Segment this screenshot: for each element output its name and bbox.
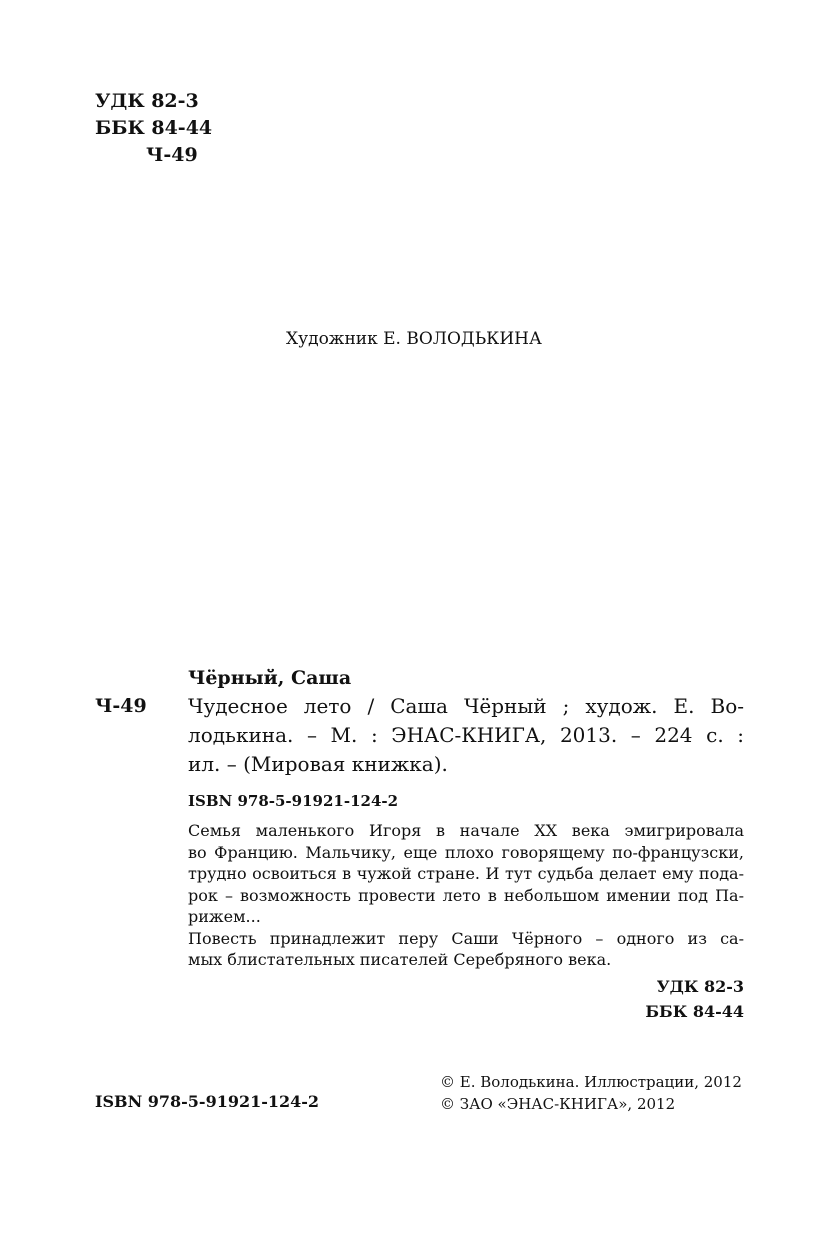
- bibliographic-line: Чудесное лето / Саша Чёрный ; худож. Е. Во-: [188, 694, 744, 718]
- abstract: [188, 820, 744, 971]
- copyright-notices: [440, 1071, 742, 1115]
- abstract-line: Семья маленького Игоря в начале XX века эмигрировала: [188, 821, 744, 840]
- catalog-bbk: ББК 84-44: [645, 1001, 744, 1021]
- classification-codes: [95, 88, 212, 169]
- catalog-isbn: ISBN 978-5-91921-124-2: [188, 792, 399, 810]
- bibliographic-line: лодькина. – М. : ЭНАС-КНИГА, 2013. – 224 с. :: [188, 723, 744, 747]
- bbk-code: ББК 84-44: [95, 117, 213, 139]
- illustrator-credit: Художник Е. ВОЛОДЬКИНА: [286, 329, 542, 349]
- footer-isbn: ISBN 978-5-91921-124-2: [95, 1092, 320, 1111]
- abstract-line: во Францию. Мальчику, еще плохо говорящему по-французски,: [188, 842, 744, 862]
- catalog-codes: [645, 975, 744, 1024]
- author-mark: Ч-49: [146, 144, 198, 166]
- catalog-author-mark: Ч-49: [95, 695, 147, 717]
- abstract-line: рижем...: [188, 907, 261, 926]
- bibliographic-line: ил. – (Мировая книжка).: [188, 752, 448, 776]
- copyright-line: © ЗАО «ЭНАС-КНИГА», 2012: [440, 1095, 676, 1113]
- copyright-line: © Е. Володькина. Иллюстрации, 2012: [440, 1073, 742, 1091]
- catalog-udk: УДК 82-3: [656, 977, 744, 996]
- abstract-line: рок – возможность провести лето в небольшом имении под Па-: [188, 885, 744, 905]
- abstract-line: трудно освоиться в чужой стране. И тут судьба делает ему пода-: [188, 864, 744, 883]
- udk-code: УДК 82-3: [95, 90, 199, 112]
- catalog-author: Чёрный, Саша: [188, 667, 352, 689]
- bibliographic-description: [188, 692, 744, 779]
- abstract-line: мых блистательных писателей Серебряного века.: [188, 950, 612, 969]
- abstract-line: Повесть принадлежит перу Саши Чёрного – одного из са-: [188, 928, 744, 948]
